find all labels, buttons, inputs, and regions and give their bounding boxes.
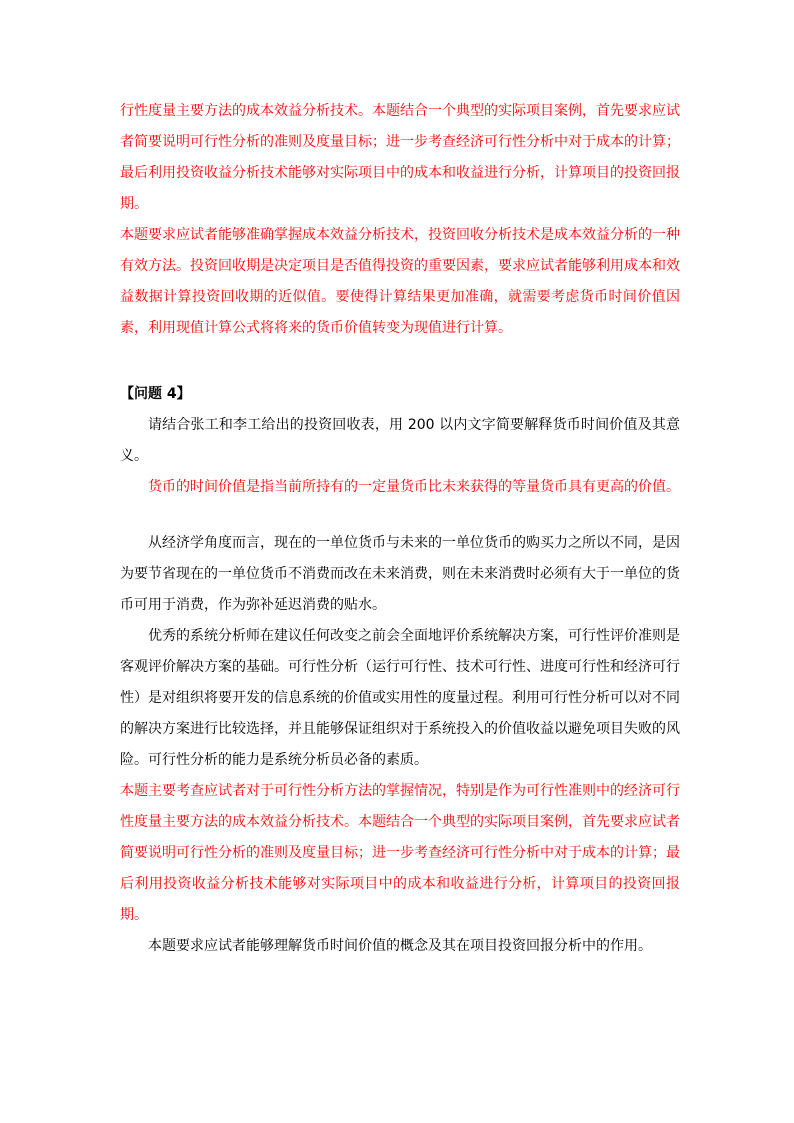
answer-time-value: 货币的时间价值是指当前所持有的一定量货币比未来获得的等量货币具有更高的价值。 — [148, 479, 680, 495]
paragraph-final-requirement: 本题要求应试者能够理解货币时间价值的概念及其在项目投资回报分析中的作用。 — [148, 938, 652, 954]
paragraph-cost-benefit-continued: 行性度量主要方法的成本效益分析技术。本题结合一个典型的实际项目案例，首先要求应试者简要说明可行性分析的准则及度量目标；进一步考查经济可行性分析中对于成本的计算；最后利用投资收益分析技术能够对实际项目中的成本和收益进行分析，计算项目的投资回报期。 — [120, 103, 680, 212]
paragraph-system-analyst: 优秀的系统分析师在建议任何改变之前会全面地评价系统解决方案，可行性评价准则是客观评价解决方案的基础。可行性分析（运行可行性、技术可行性、进度可行性和经济可行性）是对组织将要开发的信息系统的价值或实用性的度量过程。利用可行性分析可以对不同的解决方案进行比较选择，并且能够保证组织对于系统投入的价值收益以避免项目失败的风险。可行性分析的能力是系统分析员必备的素质。 — [120, 628, 680, 768]
paragraph-exam-focus: 本题主要考查应试者对于可行性分析方法的掌握情况，特别是作为可行性准则中的经济可行性度量主要方法的成本效益分析技术。本题结合一个典型的实际项目案例，首先要求应试者简要说明可行性分析的准则及度量目标；进一步考查经济可行性分析中对于成本的计算；最后利用投资收益分析技术能够对实际项目中的成本和收益进行分析，计算项目的投资回报期。 — [120, 783, 680, 923]
question-4-heading: 【问题 4】 — [120, 386, 191, 402]
paragraph-investment-recovery: 本题要求应试者能够准确掌握成本效益分析技术，投资回收分析技术是成本效益分析的一种有效方法。投资回收期是决定项目是否值得投资的重要因素，要求应试者能够利用成本和效益数据计算投资回收期的近似值。要使得计算结果更加准确，就需要考虑货币时间价值因素，利用现值计算公式将将来的货币价值转变为现值进行计算。 — [120, 227, 680, 336]
paragraph-economics: 从经济学角度而言，现在的一单位货币与未来的一单位货币的购买力之所以不同，是因为要节省现在的一单位货币不消费而改在未来消费，则在未来消费时必须有大于一单位的货币可用于消费，作为弥补延迟消费的贴水。 — [120, 535, 680, 613]
document-page — [120, 96, 680, 962]
question-4-text: 请结合张工和李工给出的投资回收表，用 200 以内文字简要解释货币时间价值及其意义。 — [120, 417, 680, 464]
